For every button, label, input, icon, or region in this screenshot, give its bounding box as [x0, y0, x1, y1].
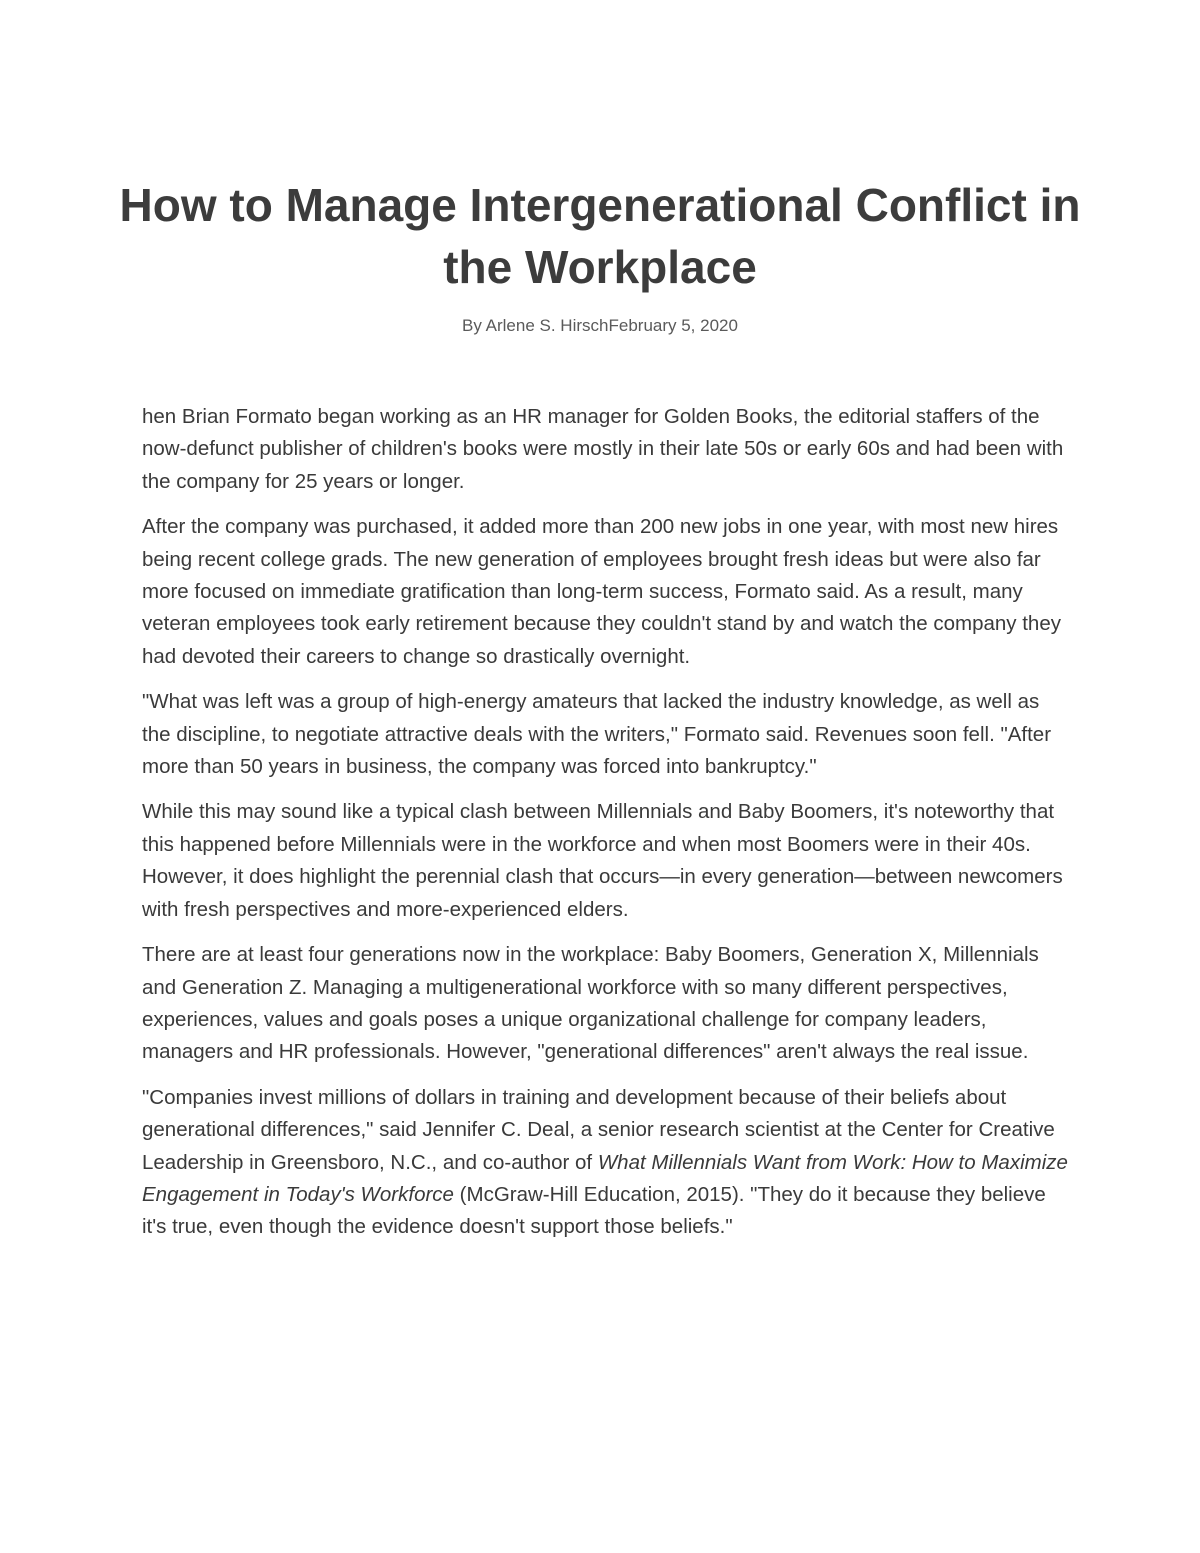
- byline-author: Arlene S. Hirsch: [485, 316, 609, 335]
- paragraph-4: While this may sound like a typical clash between Millennials and Baby Boomers, it's noteworthy that this happened before Millennials were in the workforce and when most Boomers were in their 40s. However, it does highlight the perennial clash that occurs—in every generation—between newcomers with fresh perspectives and more-experienced elders.: [142, 800, 1063, 921]
- paragraph-6-text-before: "Companies invest millions of dollars in training and development because of their beliefs about generational differences," said Jennifer C. Deal, a senior research scientist at the Center for Creative Leadership in Greensboro, N.C., and co-author of: [142, 1085, 1055, 1174]
- byline-date: February 5, 2020: [608, 316, 738, 335]
- paragraph-6: [142, 1082, 1072, 1244]
- article-title: How to Manage Intergenerational Conflict in the Workplace: [119, 179, 1081, 293]
- byline-prefix: By: [462, 316, 486, 335]
- paragraph-2: After the company was purchased, it added more than 200 new jobs in one year, with most new hires being recent college grads. The new generation of employees brought fresh ideas but were also far more focused on immediate gratification than long-term success, Formato said. As a result, many veteran employees took early retirement because they couldn't stand by and watch the company they had devoted their careers to change so drastically overnight.: [142, 515, 1061, 668]
- article-byline: [100, 314, 1100, 338]
- paragraph-1: hen Brian Formato began working as an HR manager for Golden Books, the editorial staffers of the now-defunct publisher of children's books were mostly in their late 50s or early 60s and had been with the company for 25 years or longer.: [142, 405, 1064, 493]
- article-body: [142, 401, 1072, 1257]
- paragraph-6-text-after: (McGraw-Hill Education, 2015). "They do it because they believe it's true, even though the evidence doesn't support those beliefs.": [142, 1182, 1046, 1239]
- paragraph-3: "What was left was a group of high-energy amateurs that lacked the industry knowledge, as well as the discipline, to negotiate attractive deals with the writers," Formato said. Revenues soon fell. "After more than 50 years in business, the company was forced into bankruptcy.": [142, 690, 1052, 779]
- paragraph-5: There are at least four generations now in the workplace: Baby Boomers, Generation X, Millennials and Generation Z. Managing a multigenerational workforce with so many different perspectives, experiences, values and goals poses a unique organizational challenge for company leaders, managers and HR professionals. However, "generational differences" aren't always the real issue.: [142, 943, 1039, 1064]
- book-title: What Millennials Want from Work: How to Maximize Engagement in Today's Workforce: [142, 1150, 1068, 1206]
